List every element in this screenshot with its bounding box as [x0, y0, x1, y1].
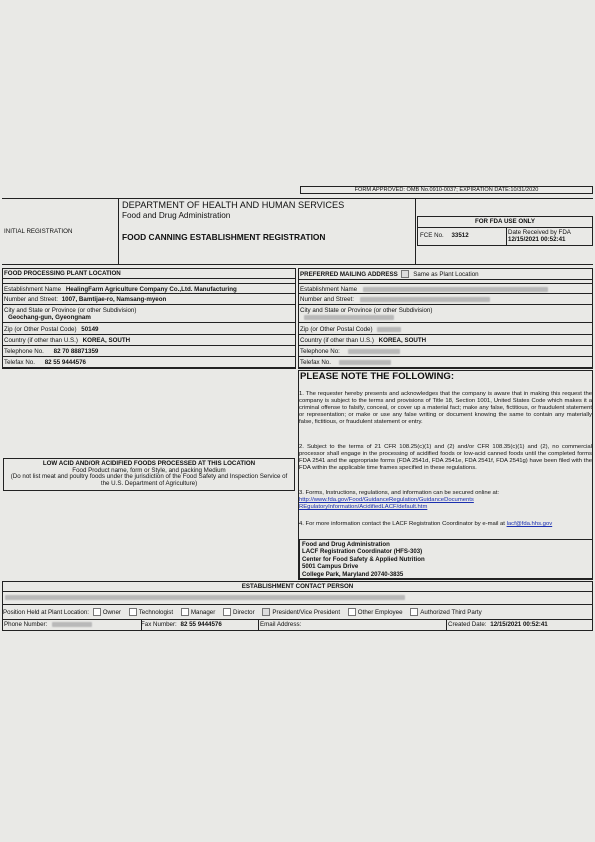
lacf-box: [3, 458, 295, 491]
position-other-checkbox[interactable]: [348, 608, 356, 616]
address-line-5: College Park, Maryland 20740-3835: [302, 570, 404, 578]
mailing-zip-row: [298, 324, 593, 335]
same-as-plant-checkbox[interactable]: [401, 270, 409, 278]
position-director-checkbox[interactable]: [223, 608, 231, 616]
mailing-fax-row: [298, 357, 593, 368]
plant-country-label: Country (if other than U.S.): [4, 337, 78, 344]
form-title: FOOD CANNING ESTABLISHMENT REGISTRATION: [122, 232, 326, 242]
position-row: [3, 606, 593, 620]
plant-establishment-row: [2, 283, 296, 294]
header-divider-left: [118, 198, 119, 264]
created-cell: [448, 620, 593, 630]
plant-fax-value: 82 55 9444576: [44, 359, 86, 366]
redacted-mailing-street: [360, 297, 490, 302]
plant-est-label: Establishment Name: [4, 286, 62, 293]
plant-country-row: [2, 335, 296, 346]
note-3: [299, 490, 592, 511]
email-label: Email Address:: [260, 621, 302, 628]
email-cell: [260, 620, 447, 630]
plant-street-value: 1007, Bamtijae-ro, Namsang-myeon: [61, 296, 167, 303]
position-president-label: President/Vice President: [272, 609, 341, 616]
position-label: Position Held at Plant Location:: [3, 609, 89, 616]
phone-label: Phone Number:: [4, 621, 48, 628]
notes-heading: PLEASE NOTE THE FOLLOWING:: [300, 371, 455, 382]
position-president-checkbox[interactable]: [262, 608, 270, 616]
position-owner-label: Owner: [102, 609, 121, 616]
note-4-text: 4. For more information contact the LACF Registration Coordinator by e-mail at: [299, 521, 505, 527]
omb-notice: [300, 186, 593, 194]
mailing-heading: PREFERRED MAILING ADDRESS: [300, 271, 398, 278]
lacf-heading: LOW ACID AND/OR ACIDIFIED FOODS PROCESSED AT THIS LOCATION: [42, 460, 256, 467]
mailing-street-label: Number and Street:: [300, 296, 354, 303]
omb-text: FORM APPROVED: OMB No.0910-0037; EXPIRATION DATE:10/31/2020: [354, 187, 539, 193]
mailing-city-label: City and State or Province (or other Subdivision): [300, 307, 433, 314]
fce-value: 33512: [451, 232, 469, 239]
date-received-label: Date Received by FDA: [508, 229, 571, 236]
position-technologist-checkbox[interactable]: [129, 608, 137, 616]
mailing-heading-row: [298, 269, 593, 280]
note-1: 1. The requester hereby presents and acknowledges that the company is aware that in making this request the company is subject to the terms and provisions of Title 18, Section 1001, United States Code which makes it a criminal offense to falsify, conceal, or cover up a material fact; make any false, fictitious, or fraudulent statement or representation; or make or use any false writing or document knowing the same to contain any materially false, fictitious, or fraudulent statement or entry.: [299, 391, 592, 425]
fda-use-heading: FOR FDA USE ONLY: [418, 217, 592, 228]
position-manager-label: Manager: [190, 609, 216, 616]
plant-country-value: KOREA, SOUTH: [82, 337, 131, 344]
plant-city-row: [2, 305, 296, 323]
date-received-cell: [508, 229, 571, 243]
fda-use-box: [417, 216, 593, 246]
plant-zip-row: [2, 324, 296, 335]
address-line-1: Food and Drug Administration: [302, 541, 390, 548]
mailing-street-row: [298, 294, 593, 305]
address-line-3: Center for Food Safety & Applied Nutrition: [302, 555, 425, 563]
mailing-country-row: [298, 335, 593, 346]
lacf-line2: (Do not list meat and poultry foods under the jurisdiction of the Food Safety and Inspection Service of the U.S. Department of Agriculture): [10, 473, 288, 487]
plant-tel-value: 82 70 88871359: [53, 348, 99, 355]
plant-fax-row: [2, 357, 296, 368]
fce-cell: [418, 227, 507, 245]
fce-label: FCE No.: [420, 232, 444, 239]
created-label: Created Date:: [448, 621, 487, 628]
note-2: 2. Subject to the terms of 21 CFR 108.25(c)(1) and (2) and/or CFR 108.35(c)(1) and (2), no commercial processor shall engage in the processing of acidified foods or low-acid canned foods until the completed forms FDA 2541 and the appropriate forms (FDA 2541d, FDA 2541e, FDA 2541f, FDA 2541g) have been filed with the FDA within the applicable time frames specified in these regulations.: [299, 444, 592, 471]
plant-street-row: [2, 294, 296, 305]
mailing-zip-label: Zip (or Other Postal Code): [300, 326, 373, 333]
plant-fax-label: Telefax No.: [4, 359, 35, 366]
created-value: 12/15/2021 00:52:41: [490, 621, 548, 628]
redacted-mailing-zip: [377, 327, 401, 332]
redacted-mailing-city: [304, 315, 394, 320]
redacted-phone: [52, 622, 92, 627]
redacted-contact-name: [5, 595, 405, 600]
position-director-label: Director: [233, 609, 255, 616]
redacted-mailing-fax: [339, 360, 391, 365]
plant-tel-label: Telephone No.: [4, 348, 44, 355]
agency-name: Food and Drug Administration: [122, 211, 231, 220]
redacted-mailing-tel: [348, 349, 400, 354]
fda-address-box: [299, 539, 593, 579]
plant-est-value: HealingFarm Agriculture Company Co.,Ltd. Manufacturing: [65, 286, 237, 293]
position-technologist-label: Technologist: [138, 609, 174, 616]
fax-label: Fax Number:: [141, 621, 177, 628]
phone-cell: [2, 620, 142, 630]
plant-street-label: Number and Street:: [4, 296, 58, 303]
mailing-tel-row: [298, 346, 593, 357]
plant-heading: FOOD PROCESSING PLANT LOCATION: [2, 268, 296, 279]
plant-zip-label: Zip (or Other Postal Code): [4, 326, 77, 333]
plant-city-value: Geochang-gun, Gyeongnam: [8, 314, 91, 321]
date-received-value: 12/15/2021 00:52:41: [508, 236, 566, 243]
position-third-party-checkbox[interactable]: [410, 608, 418, 616]
fax-value: 82 55 9444576: [180, 621, 222, 628]
lacf-line1: Food Product name, form or Style, and packing Medium: [72, 466, 226, 474]
header-bottom-rule: [2, 264, 593, 265]
mailing-est-label: Establishment Name: [300, 286, 358, 293]
initial-registration: INITIAL REGISTRATION: [4, 228, 73, 235]
contact-bottom-row: [2, 620, 593, 631]
address-line-2: LACF Registration Coordinator (HFS-303): [302, 548, 423, 556]
mailing-fax-label: Telefax No.: [300, 359, 331, 366]
mailing-est-row: [298, 283, 593, 294]
position-owner-checkbox[interactable]: [93, 608, 101, 616]
contact-name-row: [3, 592, 593, 605]
mailing-country-label: Country (if other than U.S.): [300, 337, 374, 344]
department-name: DEPARTMENT OF HEALTH AND HUMAN SERVICES: [122, 200, 345, 210]
redacted-mailing-est: [363, 287, 548, 292]
mailing-country-value: KOREA, SOUTH: [378, 337, 427, 344]
position-manager-checkbox[interactable]: [181, 608, 189, 616]
plant-tel-row: [2, 346, 296, 357]
plant-zip-value: 50149: [81, 326, 99, 333]
note-3-link-1[interactable]: http://www.fda.gov/Food/GuidanceRegulation/GuidanceDocuments: [299, 497, 474, 503]
position-third-party-label: Authorized Third Party: [420, 609, 482, 616]
mailing-city-row: [298, 305, 593, 323]
position-other-label: Other Employee: [357, 609, 403, 616]
header-top-rule: [2, 198, 593, 199]
address-line-4: 5001 Campus Drive: [302, 563, 359, 571]
plant-city-label: City and State or Province (or other Subdivision): [4, 307, 137, 314]
same-as-plant-label: Same as Plant Location: [413, 271, 479, 278]
header-divider-right: [415, 198, 416, 264]
note-4-email-link[interactable]: lacf@fda.hhs.gov: [506, 521, 553, 527]
note-4: [299, 521, 592, 528]
contact-heading: ESTABLISHMENT CONTACT PERSON: [2, 582, 593, 592]
mailing-tel-label: Telephone No:: [300, 348, 340, 355]
fax-cell: [141, 620, 259, 630]
note-3-link-2[interactable]: REgulatoryInformation/AcidifiedLACF/default.htm: [299, 504, 428, 510]
note-3-text: 3. Forms, Instructions, regulations, and information can be secured online at:: [299, 490, 500, 496]
